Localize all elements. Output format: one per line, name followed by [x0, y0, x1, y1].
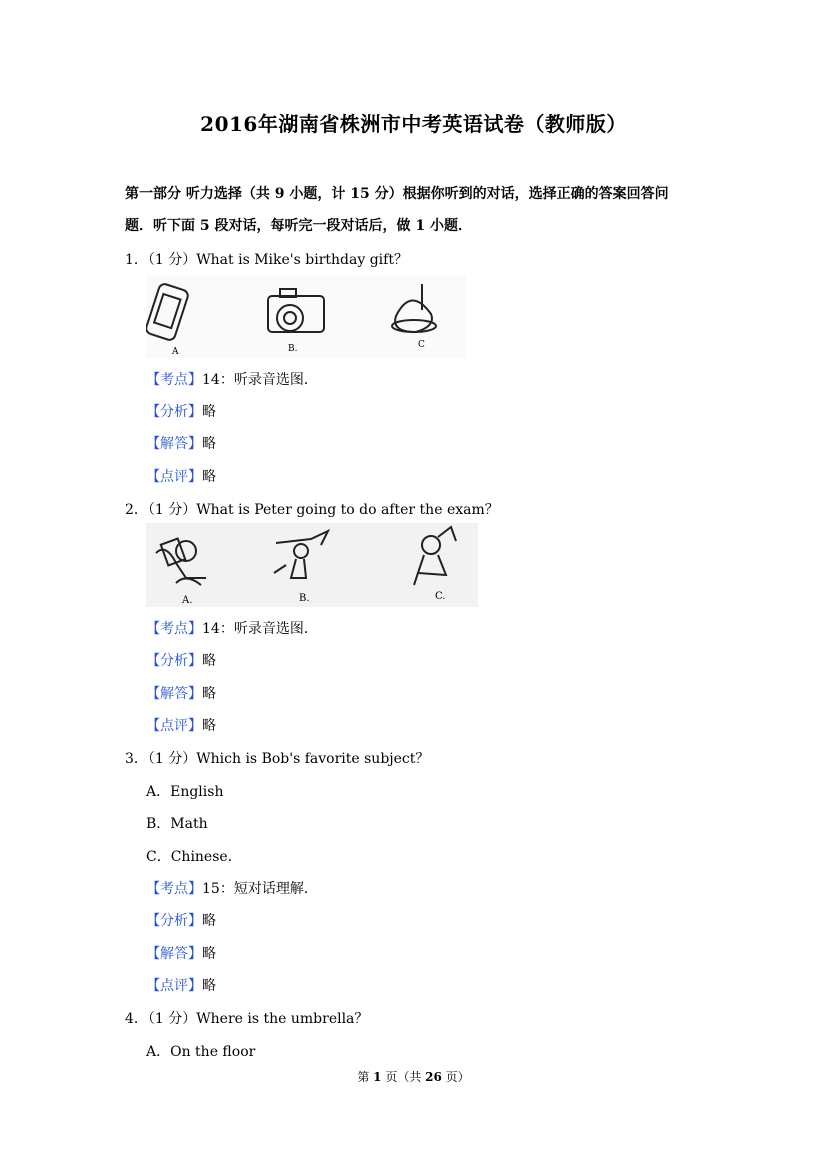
kaodian-text: 14：听录音选图． [202, 372, 318, 388]
kaodian-label: 【考点】 [146, 621, 202, 637]
fenxi-text: 略 [202, 653, 216, 669]
footer-suffix: 页） [441, 1070, 470, 1084]
q1-dianping [146, 466, 216, 486]
page-title: 2016年湖南省株洲市中考英语试卷（教师版） [200, 112, 627, 136]
q3-option-a: A．English [146, 784, 224, 800]
fenxi-label: 【分析】 [146, 653, 202, 669]
q2-kaodian [146, 618, 318, 638]
jieda-text: 略 [202, 946, 216, 962]
cowboy-icon [274, 531, 328, 578]
jieda-label: 【解答】 [146, 686, 202, 702]
q2-dianping [146, 715, 216, 735]
fenxi-label: 【分析】 [146, 404, 202, 420]
jieda-text: 略 [202, 686, 216, 702]
q1-fenxi [146, 401, 216, 421]
q3-option-c: C．Chinese． [146, 849, 242, 865]
jieda-label: 【解答】 [146, 946, 202, 962]
q3-kaodian [146, 878, 318, 898]
q3-dianping [146, 975, 216, 995]
question-1-illustration [146, 276, 466, 358]
reading-icon [156, 539, 206, 585]
question-2-stem: 2．（1 分）What is Peter going to do after the exam？ [125, 502, 499, 518]
question-1-stem: 1．（1 分）What is Mike's birthday gift？ [125, 252, 408, 268]
footer-total-pages: 26 [425, 1070, 442, 1084]
camera-icon [268, 289, 324, 332]
fenxi-text: 略 [202, 913, 216, 929]
question-2-illustration [146, 523, 478, 607]
dianping-label: 【点评】 [146, 718, 202, 734]
q2-fenxi [146, 650, 216, 670]
footer-prefix: 第 [357, 1070, 374, 1084]
q3-option-b: B．Math [146, 816, 208, 832]
section-header-line2: 题．听下面 5 段对话，每听完一段对话后，做 1 小题． [125, 218, 472, 234]
q4-option-a: A．On the floor [146, 1044, 256, 1060]
footer-page-number: 1 [373, 1070, 382, 1084]
q3-jieda [146, 943, 216, 963]
dianping-label: 【点评】 [146, 978, 202, 994]
toy-icon [392, 284, 436, 332]
section-header-line1: 第一部分 听力选择（共 9 小题，计 15 分）根据你听到的对话，选择正确的答案回答问 [125, 186, 669, 202]
question-3-stem: 3．（1 分）Which is Bob's favorite subject？ [125, 751, 430, 767]
kaodian-label: 【考点】 [146, 881, 202, 897]
option-label-a: A. [182, 595, 193, 606]
footer-middle: 页（共 [381, 1070, 426, 1084]
page-footer [0, 1068, 827, 1085]
option-label-c: C [418, 340, 425, 350]
q3-fenxi [146, 910, 216, 930]
dianping-text: 略 [202, 718, 216, 734]
question-2-picture-options [146, 523, 478, 607]
dancing-icon [414, 527, 456, 585]
option-label-c: C. [435, 591, 446, 602]
question-4-stem: 4．（1 分）Where is the umbrella？ [125, 1011, 369, 1027]
phone-icon [146, 283, 189, 342]
jieda-label: 【解答】 [146, 436, 202, 452]
option-label-a: A [172, 347, 179, 357]
fenxi-text: 略 [202, 404, 216, 420]
q1-kaodian [146, 369, 318, 389]
dianping-text: 略 [202, 469, 216, 485]
q2-jieda [146, 683, 216, 703]
kaodian-text: 14：听录音选图． [202, 621, 318, 637]
q1-jieda [146, 433, 216, 453]
option-label-b: B. [288, 344, 298, 354]
fenxi-label: 【分析】 [146, 913, 202, 929]
question-1-picture-options [146, 276, 466, 358]
dianping-text: 略 [202, 978, 216, 994]
dianping-label: 【点评】 [146, 469, 202, 485]
jieda-text: 略 [202, 436, 216, 452]
kaodian-text: 15：短对话理解． [202, 881, 318, 897]
option-label-b: B. [299, 593, 310, 604]
kaodian-label: 【考点】 [146, 372, 202, 388]
